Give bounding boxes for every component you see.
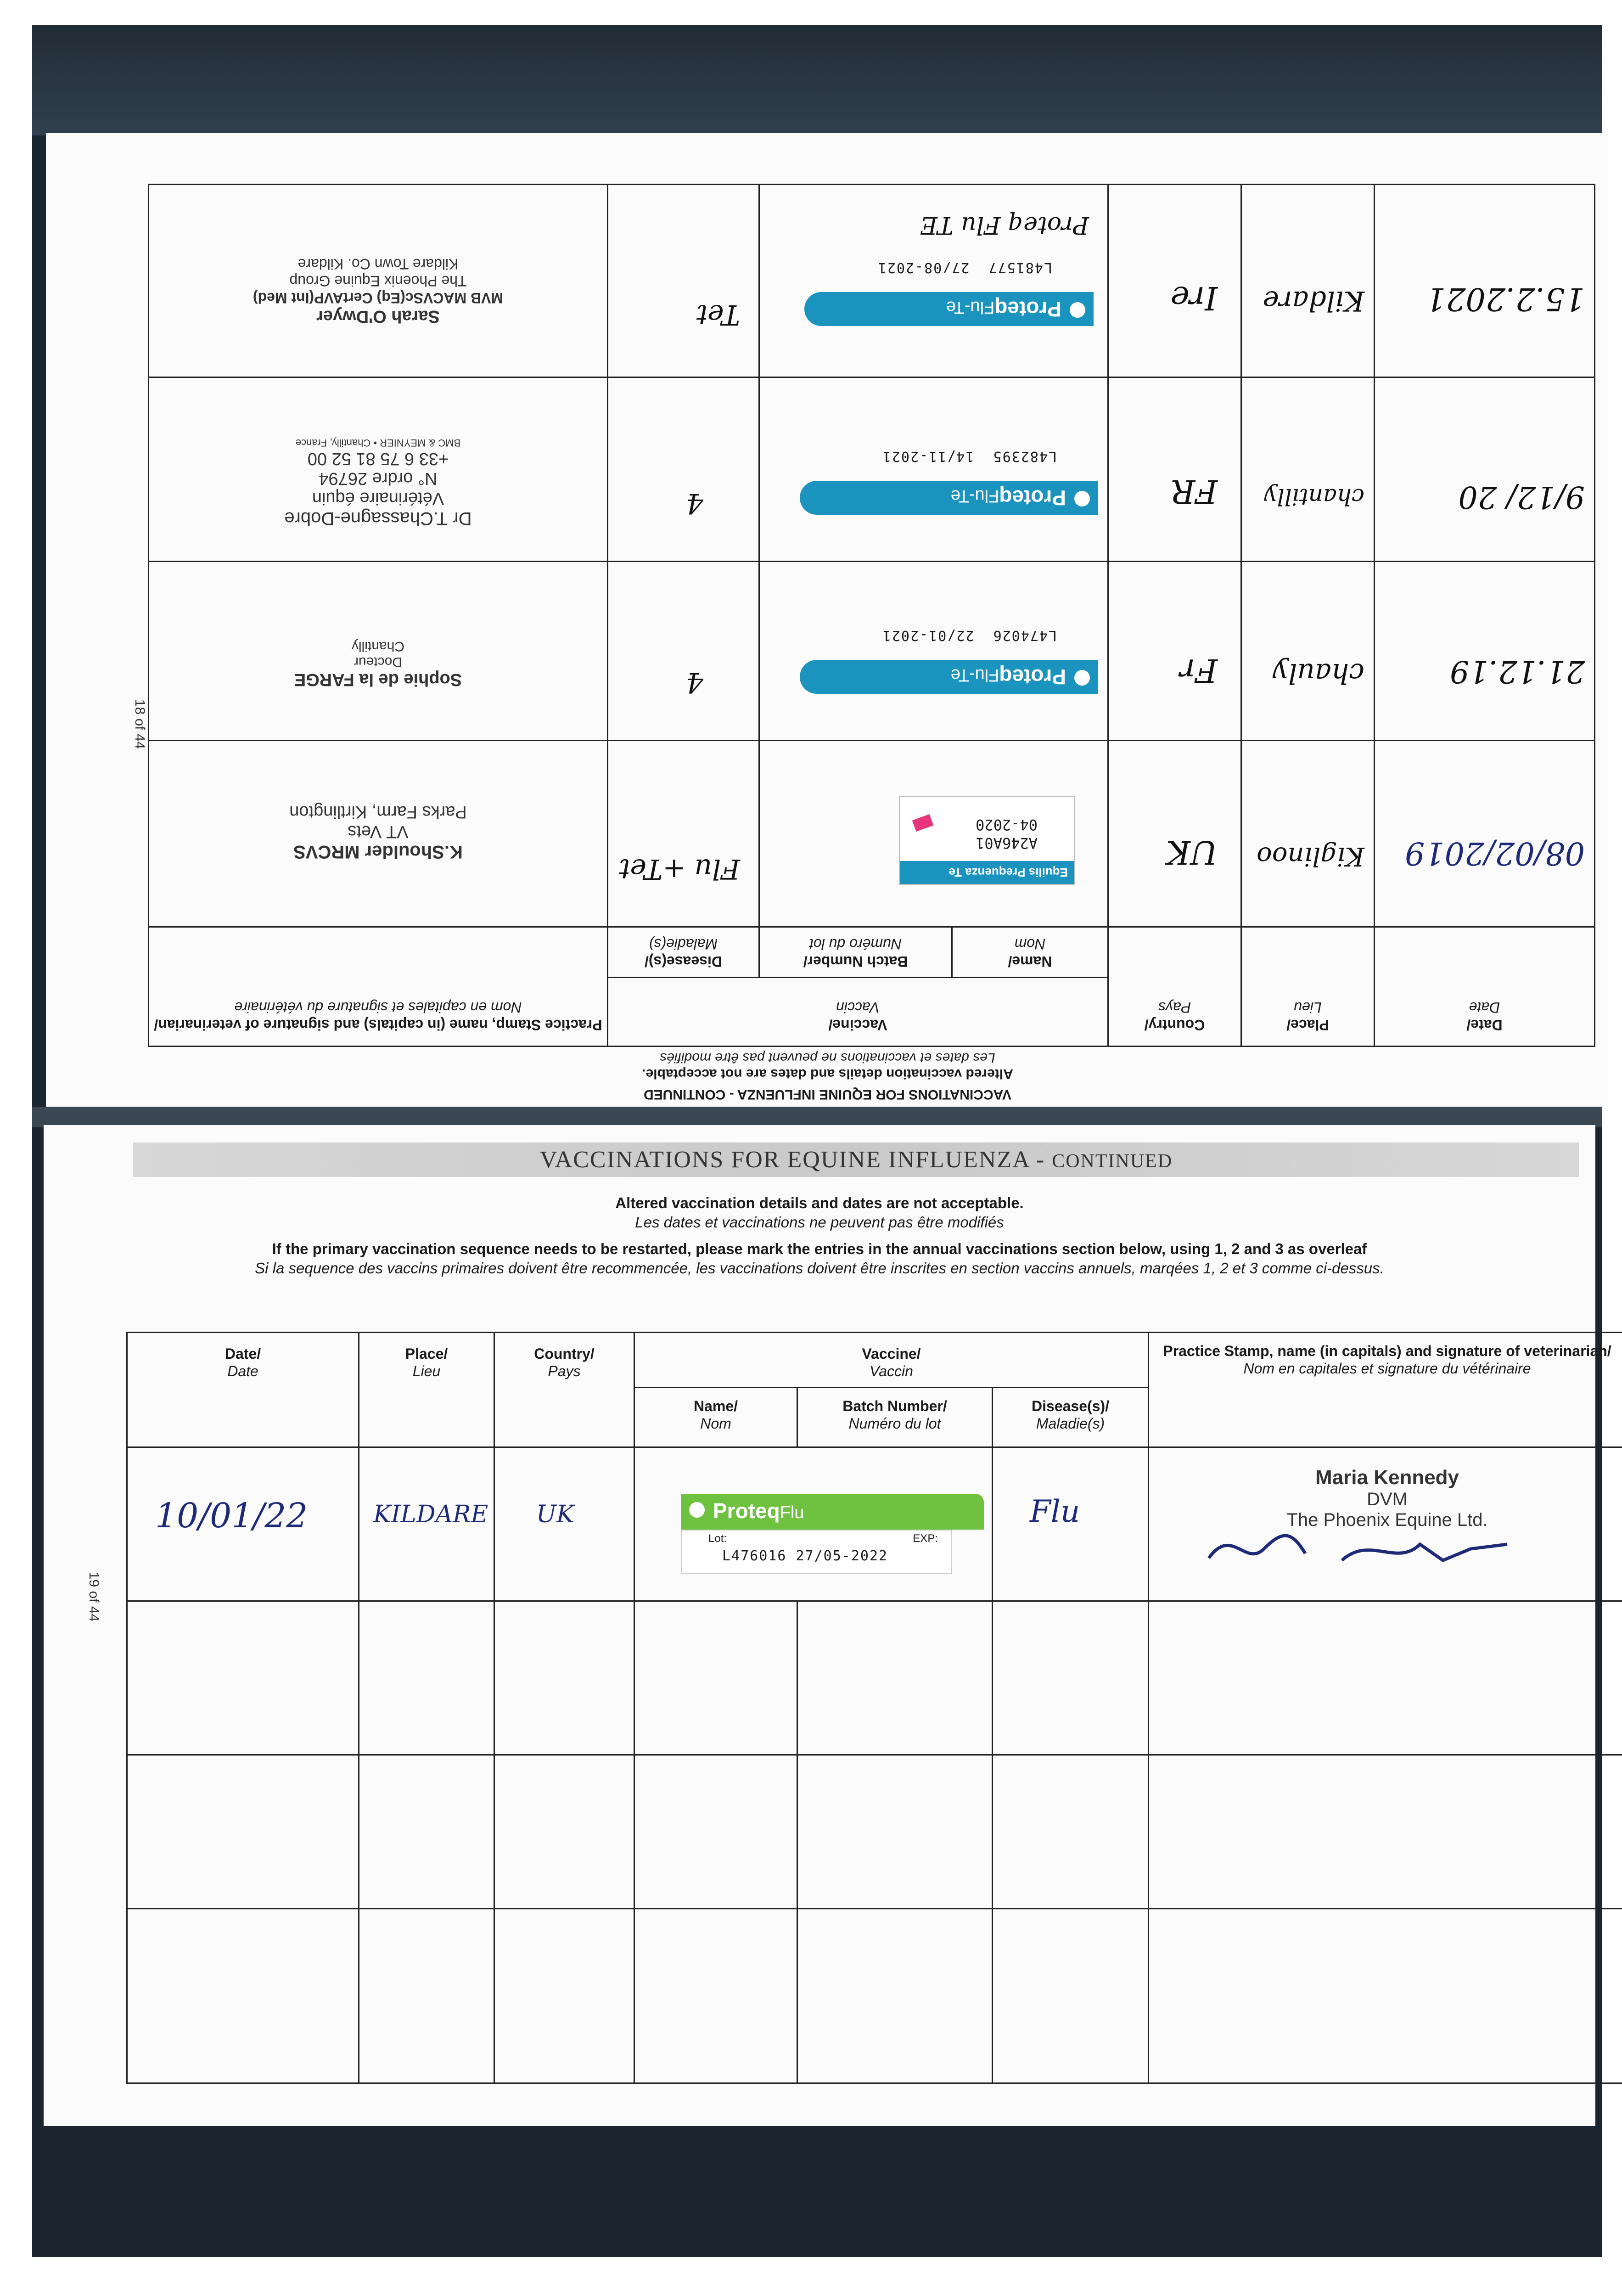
table-row [127,1601,1622,1755]
entry-disease: Flu +Tet [619,852,740,885]
header-country: Country/ [1144,1017,1205,1033]
entry-country: Ire [1170,279,1218,317]
sticker-product-sub: Flu [780,1503,804,1522]
header-country-fr: Pays [548,1363,581,1379]
page-title-top: VACCINATIONS FOR EQUINE INFLUENZA - CONTINUED [643,1087,1012,1102]
stamp-address: Parks Farm, Kirtlington [289,802,467,822]
restart-instruction-fr: Si la sequence des vaccins primaires doivent être recommencée, les vaccinations doivent être inscrites en section vaccins annuels, marqées 1, 2 et 3 comme ci-dessus. [255,1260,1384,1277]
sticker-product-name: Equilis Prequenza Te [900,861,1074,884]
notice-en-top: Altered vaccination details and dates are not acceptable. [642,1066,1013,1081]
entry-place: KILDARE [373,1501,488,1528]
arrow-icon [689,1502,705,1518]
pink-mark [912,814,933,832]
entry-country: FR [1171,472,1218,510]
entry-date: 10/01/22 [155,1496,308,1536]
sticker-bar [800,660,1098,694]
vaccine-sticker [823,616,1098,694]
scan-background-top [32,25,1602,135]
header-stamp-fr: Nom en capitales et signature du vétérinaire [1243,1360,1531,1377]
header-date-fr: Date [1469,999,1500,1016]
header-country: Country/ [534,1345,595,1362]
header-disease-fr: Maladie(s) [649,935,718,952]
vaccination-table [126,1332,1622,2084]
vaccine-sticker [818,248,1094,326]
vaccine-sticker [899,796,1075,885]
header-stamp: Practice Stamp, name (in capitals) and signature of veterinarian/ [154,1017,602,1033]
entry-date: 21.12.19 [1450,654,1585,690]
sticker-product-name: Proteq [994,297,1061,321]
entry-country: UK [536,1501,574,1528]
entry-place: Kiglinoo [1257,841,1364,871]
sticker-exp: 04-2020 [976,816,1038,833]
sticker-bar [804,292,1094,326]
page-number-bottom: 19 of 44 [86,1571,102,1622]
sticker-product-name: Proteq [999,665,1066,689]
entry-disease: Tet [696,298,740,331]
stamp-title: Docteur [354,654,402,670]
sticker-lot: L474026 [992,627,1057,644]
table-row [148,741,1594,927]
restart-instruction-en: If the primary vaccination sequence needs to be restarted, please mark the entries in the annual vaccinations section below, using 1, 2 and 3 as overleaf [272,1240,1367,1257]
stamp-qualifications: MVB MACVSc(Eq) CertAVP(Int Med) [253,290,504,307]
title-continued: CONTINUED [1052,1151,1173,1172]
sticker-exp: 22/01-2021 [881,627,974,644]
stamp-phone: +33 6 75 81 52 00 [307,449,449,468]
stamp-practice: The Phoenix Equine Group [289,273,467,290]
header-stamp-fr: Nom en capitales et signature du vétérinaire [234,999,522,1016]
header-name-fr: Nom [700,1415,731,1432]
header-name: Name/ [693,1398,738,1414]
header-vaccine: Vaccine/ [862,1345,921,1362]
stamp-order-number: N° ordre 26794 [319,468,438,488]
entry-date: 9/12/ 20 [1458,479,1585,515]
sticker-exp-label: EXP: [913,1532,938,1545]
header-vaccine-fr: Vaccin [836,999,880,1016]
entry-disease: 4 [685,487,703,519]
header-name: Name/ [1008,953,1052,970]
header-stamp: Practice Stamp, name (in capitals) and signature of veterinarian/ [1163,1343,1611,1359]
entry-date: 08/02/2019 [1405,834,1585,871]
stamp-vet-name: K.Shoulder MRCVS [293,841,463,862]
header-place-fr: Lieu [412,1363,441,1379]
stamp-practice: The Phoenix Equine Ltd. [1286,1510,1488,1530]
table-row [127,1447,1622,1601]
header-country-fr: Pays [1158,999,1191,1016]
notice-fr: Les dates et vaccinations ne peuvent pas être modifiés [635,1214,1004,1231]
sticker-lot-line [882,627,1057,643]
sticker-bar [681,1494,984,1530]
vaccine-sticker [681,1494,952,1574]
sticker-lot-line [877,259,1052,276]
stamp-practice: VT Vets [348,822,409,841]
header-batch-fr: Numéro du lot [848,1415,941,1432]
sticker-product-name: Proteq [713,1499,780,1523]
sticker-lot: L481577 [988,259,1052,276]
sticker-product-sub: Flu-Te [946,298,995,317]
entry-place: chantilly [1264,483,1364,510]
header-disease: Disease(s)/ [1032,1398,1109,1414]
page-number-top: 18 of 44 [132,699,148,749]
arrow-icon [1074,491,1090,506]
header-batch: Batch Number/ [842,1398,947,1414]
notice-en: Altered vaccination details and dates are not acceptable. [615,1194,1024,1211]
header-date: Date/ [1466,1017,1503,1033]
header-place-fr: Lieu [1294,999,1322,1016]
entry-place: Kildare [1263,285,1364,317]
header-date-fr: Date [227,1363,258,1379]
page-title [133,1142,1579,1179]
sticker-product-sub: Flu-Te [950,665,999,685]
book-gutter [32,1107,1602,1127]
title-main: VACCINATIONS FOR EQUINE INFLUENZA - [539,1147,1052,1173]
header-name-fr: Nom [1014,935,1046,952]
entry-disease: 4 [685,666,703,699]
table-row [148,561,1594,740]
header-disease-fr: Maladie(s) [1036,1415,1105,1432]
sticker-lot: L476016 27/05-2022 [722,1548,888,1564]
entry-country: Fr [1179,652,1218,690]
header-batch: Batch Number/ [803,953,908,970]
stamp-footer: BMC & MEYNIER • Chantilly, France [295,437,461,449]
stamp-vet-name: Maria Kennedy [1315,1466,1459,1489]
stamp-address: Chantilly [351,639,404,654]
sticker-exp: 27/08-2021 [877,259,970,276]
vaccination-table-top [148,184,1595,1047]
sticker-lot: L482395 [992,448,1057,464]
entry-country: UK [1166,833,1218,871]
header-disease: Disease(s)/ [645,953,722,970]
handwritten-batch-note: Proteq Flu TE [920,211,1089,239]
sticker-lot: A246A01 [976,834,1038,852]
sticker-bar [800,481,1098,515]
vaccine-sticker [823,437,1098,515]
stamp-title: Vétérinaire équin [312,488,444,508]
sticker-product-sub: Flu-Te [950,486,999,506]
header-place: Place/ [405,1345,448,1362]
sticker-lot-line [882,448,1057,464]
stamp-vet-name: Sarah O'Dwyer [316,307,440,326]
stamp-qualification: DVM [1367,1489,1408,1509]
table-row [148,185,1594,377]
header-vaccine: Vaccine/ [828,1017,887,1033]
sticker-lot-label: Lot: [708,1532,727,1545]
table-row [127,1755,1622,1909]
upside-down-content [46,133,1609,1107]
table-row [148,377,1594,561]
passport-page-18 [46,133,1609,1107]
notice-fr-top: Les dates et vaccinations ne peuvent pas être modifiés [660,1050,995,1065]
stamp-vet-name: Sophie de la FARGE [294,670,462,690]
entry-place: chauly [1273,657,1364,690]
sticker-product-name: Proteq [999,485,1066,510]
header-place: Place/ [1286,1017,1329,1033]
signature [1204,1517,1526,1572]
entry-disease: Flu [1030,1494,1080,1529]
header-date: Date/ [224,1345,261,1362]
header-vaccine-fr: Vaccin [870,1363,913,1379]
table-row [127,1909,1622,2083]
stamp-vet-name: Dr T.Chassagne-Dobre [284,508,472,529]
entry-date: 15.2.2021 [1426,281,1585,317]
stamp-address: Kildare Town Co. Kildare [297,256,459,273]
header-batch-fr: Numéro du lot [809,935,902,952]
sticker-exp: 14/11-2021 [881,448,974,464]
